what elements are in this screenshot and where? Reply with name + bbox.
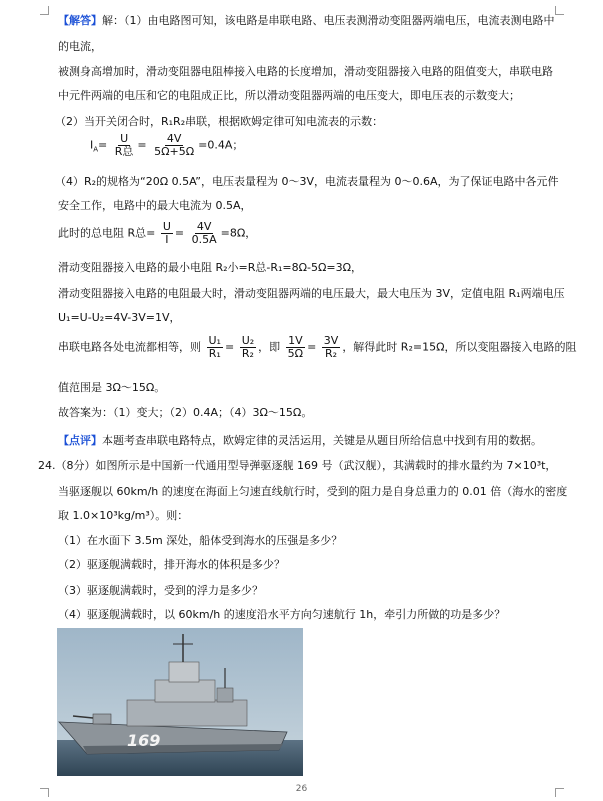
fraction: $\frac{\text{U₁}}{\text{R₁}}$: [208, 334, 221, 360]
fraction: $\frac{U}{I}$: [162, 220, 171, 246]
fraction: $\frac{4V}{5\Omega+5\Omega}$: [154, 132, 195, 158]
question-line-2: 当驱逐舰以 60km/h 的速度在海面上匀速直线航行时，受到的阻力是自身总重力的 0.01 倍（海水的密度: [58, 485, 568, 498]
answer-line-9: U₁=U-U₂=4V-3V=1V，: [58, 311, 181, 324]
hull-number: 169: [127, 731, 161, 750]
fraction: $\frac{4V}{0.5A}$: [191, 220, 217, 246]
formula-current: $I_A=$ $\frac{U}{\text{R总}}$ = $\frac{4V}{5\Omega+5\Omega}$ =0.4A；: [90, 132, 244, 158]
fraction: $\frac{\text{U₂}}{\text{R₂}}$: [241, 334, 255, 360]
fraction: $\frac{U}{\text{R总}}$: [114, 132, 134, 158]
corner-mark: [555, 6, 564, 15]
corner-mark: [40, 6, 49, 15]
answer-line-7: 滑动变阻器接入电路的最小电阻 R₂小=R总-R₁=8Ω-5Ω=3Ω，: [58, 261, 363, 274]
question-line-1: 24.（8分）如图所示是中国新一代通用型导弹驱逐舰 169 号（武汉舰），其满载时的排水量约为 7×10³t，: [38, 459, 557, 472]
formula-total-resistance: 此时的总电阻 R总= $\frac{U}{I}$ = $\frac{4V}{0.5A}$ =8Ω，: [58, 220, 257, 246]
subquestion-4: （4）驱逐舰满载时，以 60km/h 的速度沿水平方向匀速航行 1h，牵引力所做的功是多少？: [58, 608, 506, 621]
answer-line-5b: 安全工作，电路中的最大电流为 0.5A，: [58, 199, 252, 212]
formula-ratio: 串联电路各处电流都相等，则 $\frac{\text{U₁}}{\text{R₁}}$ = $\frac{\text{U₂}}{\text{R₂}}$ ，即 $\frac{1V}{5\Omega}$ = $\frac{3V}{\text{R₂}}$ ，解得此时 R₂=15Ω，所以变阻器接入电路的阻: [58, 334, 577, 360]
answer-tag: 【解答】: [58, 14, 102, 27]
fraction: $\frac{1V}{5\Omega}$: [287, 334, 304, 360]
destroyer-photo: [57, 628, 303, 776]
question-line-3: 取 1.0×10³kg/m³）。则：: [58, 509, 189, 522]
answer-line-3: 中元件两端的电压和它的电阻成正比，所以滑动变阻器两端的电压变大，即电压表的示数变大；: [58, 89, 520, 102]
subquestion-3: （3）驱逐舰满载时，受到的浮力是多少？: [58, 584, 263, 597]
answer-line-2: 被测身高增加时，滑动变阻器电阻棒接入电路的长度增加，滑动变阻器接入电路的阻值变大，串联电路: [58, 65, 553, 78]
question-number: 24.: [38, 459, 56, 472]
answer-line-8: 滑动变阻器接入电路的电阻最大时，滑动变阻器两端的电压最大，最大电压为 3V，定值电阻 R₁两端电压: [58, 287, 565, 300]
ship-illustration: [57, 628, 303, 776]
answer-line-1b: 的电流，: [58, 40, 102, 53]
comment-tag: 【点评】: [58, 434, 102, 447]
answer-line-5: （4）R₂的规格为“20Ω 0.5A”，电压表量程为 0～3V，电流表量程为 0～0.6A，为了保证电路中各元件: [55, 175, 559, 188]
answer-line-1: 【解答】解：（1）由电路图可知，该电路是串联电路、电压表测滑动变阻器两端电压，电流表测电路中: [58, 14, 555, 27]
answer-line-10b: 值范围是 3Ω～15Ω。: [58, 381, 166, 394]
subquestion-2: （2）驱逐舰满载时，排开海水的体积是多少？: [58, 558, 285, 571]
fraction: $\frac{3V}{\text{R₂}}$: [323, 334, 339, 360]
comment-line: 【点评】本题考查串联电路特点，欧姆定律的灵活运用，关键是从题目所给信息中找到有用的数据。: [58, 434, 542, 447]
subquestion-1: （1）在水面下 3.5m 深处，船体受到海水的压强是多少？: [58, 534, 343, 547]
answer-final: 故答案为：（1）变大；（2）0.4A；（4）3Ω～15Ω。: [58, 406, 313, 419]
page-number: 26: [295, 784, 308, 794]
answer-line-4: （2）当开关闭合时，R₁R₂串联，根据欧姆定律可知电流表的示数：: [55, 115, 384, 128]
